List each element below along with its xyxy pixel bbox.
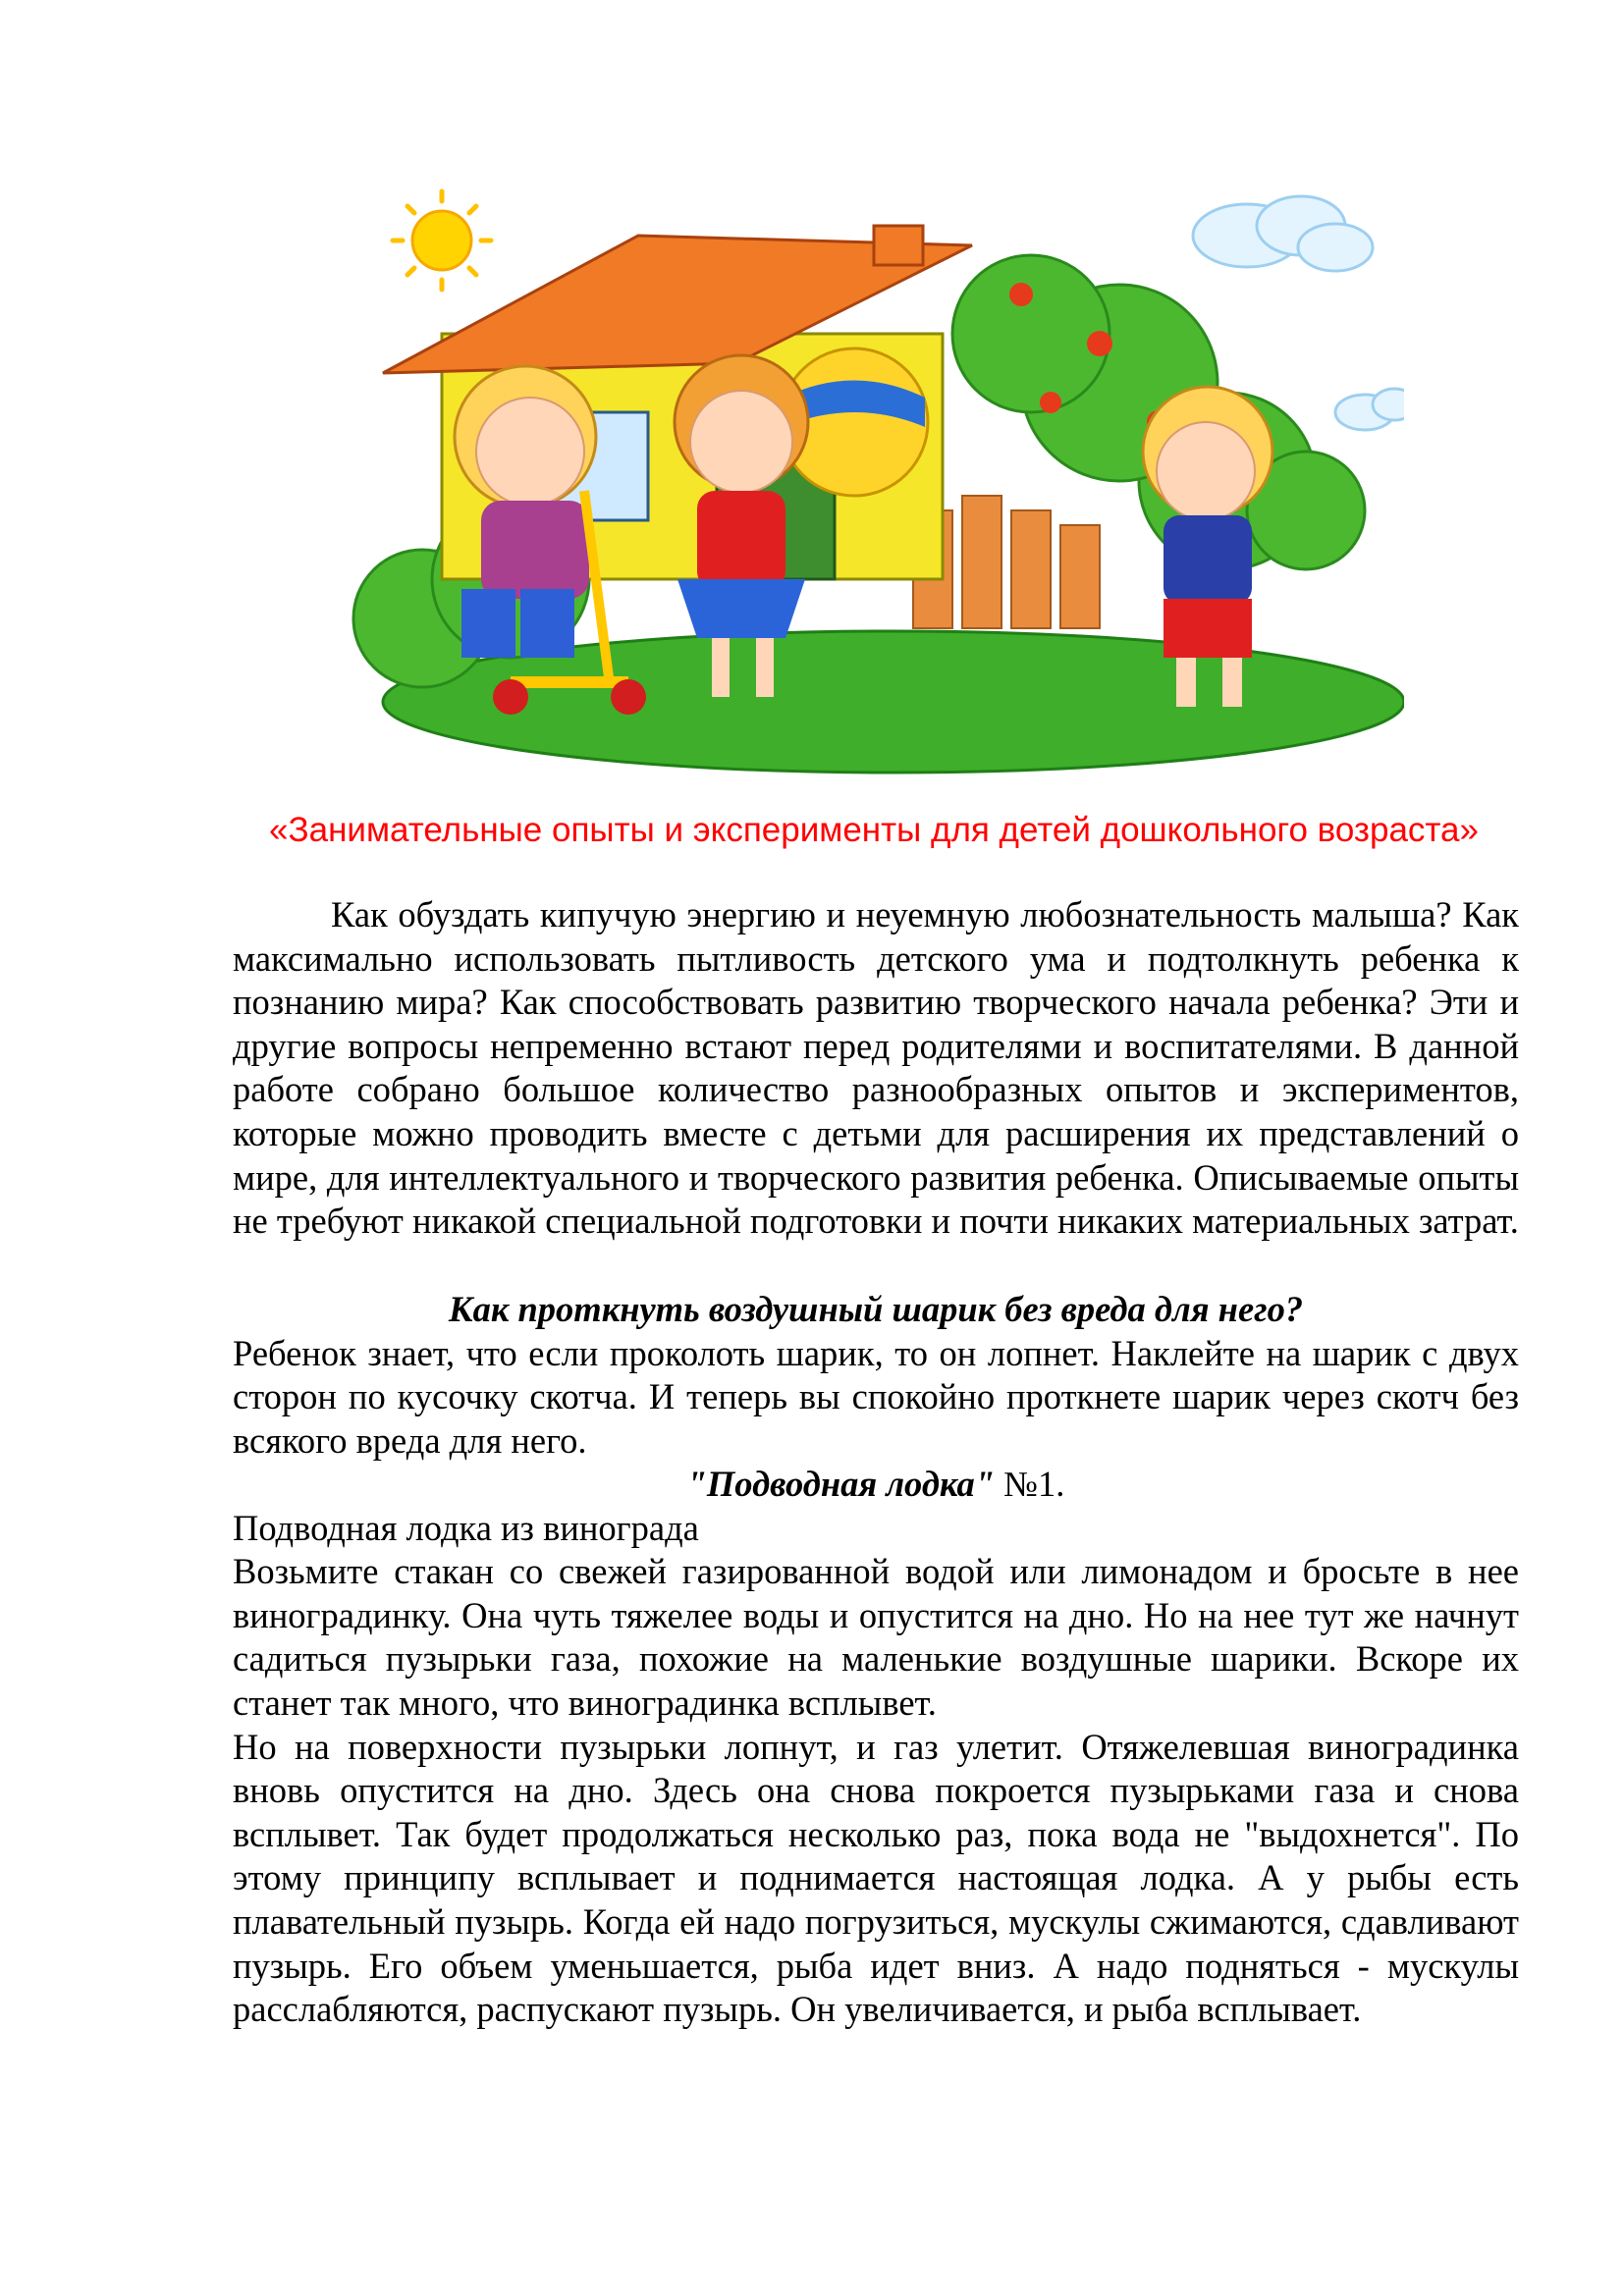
section-submarine [233, 1463, 1519, 2032]
sun-icon [393, 191, 491, 290]
submarine-heading-number: №1. [995, 1464, 1065, 1504]
submarine-subtitle: Подводная лодка из винограда [233, 1507, 699, 1548]
section-heading-balloon: Как проткнуть воздушный шарик без вреда для него? [448, 1289, 1304, 1329]
cloud-icon [1193, 196, 1373, 271]
section-heading-submarine [233, 1463, 1519, 1507]
children-playing-illustration [344, 187, 1404, 775]
intro-paragraph [233, 893, 1519, 1244]
submarine-heading-title: "Подводная лодка" [686, 1464, 996, 1504]
document-title: «Занимательные опыты и эксперименты для детей дошкольного возраста» [269, 811, 1479, 849]
submarine-paragraph-2: Но на поверхности пузырьки лопнут, и газ улетит. Отяжелевшая виноградинка вновь опустится на дно. Здесь она снова покроется пузырьками газа и снова всплывет. Так будет продолжаться несколько раз, пока вода не "выдохнется". По этому принципу всплывает и поднимается настоящая лодка. А у рыбы есть плавательный пузырь. Когда ей надо погрузиться, мускулы сжимаются, сдавливают пузырь. Его объем уменьшается, рыба идет вниз. А надо подняться - мускулы расслабляются, распускают пузырь. Он увеличивается, и рыба всплывает. [233, 1726, 1519, 2030]
submarine-paragraph-1: Возьмите стакан со свежей газированной водой или лимонадом и бросьте в нее виноградинку. Она чуть тяжелее воды и опустится на дно. Но на нее тут же начнут садиться пузырьки газа, похожие на маленькие воздушные шарики. Вскоре их станет так много, что виноградинка всплывет. [233, 1551, 1519, 1723]
cloud-icon [1335, 389, 1404, 430]
intro-text: Как обуздать кипучую энергию и неуемную любознательность малыша? Как максимально использовать пытливость детского ума и подтолкнуть ребенка к познанию мира? Как способствовать развитию творческого начала ребенка? Эти и другие вопросы непременно встают перед родителями и воспитателями. В данной работе собрано большое количество разнообразных опытов и экспериментов, которые можно проводить вместе с детьми для расширения их представлений о мире, для интеллектуального и творческого развития ребенка. Описываемые опыты не требуют никакой специальной подготовки и почти никаких материальных затрат. [233, 894, 1519, 1242]
section-body-balloon: Ребенок знает, что если проколоть шарик, то он лопнет. Наклейте на шарик с двух сторон по кусочку скотча. И теперь вы спокойно проткнете шарик через скотч без всякого вреда для него. [233, 1332, 1519, 1461]
section-balloon [233, 1288, 1519, 1463]
